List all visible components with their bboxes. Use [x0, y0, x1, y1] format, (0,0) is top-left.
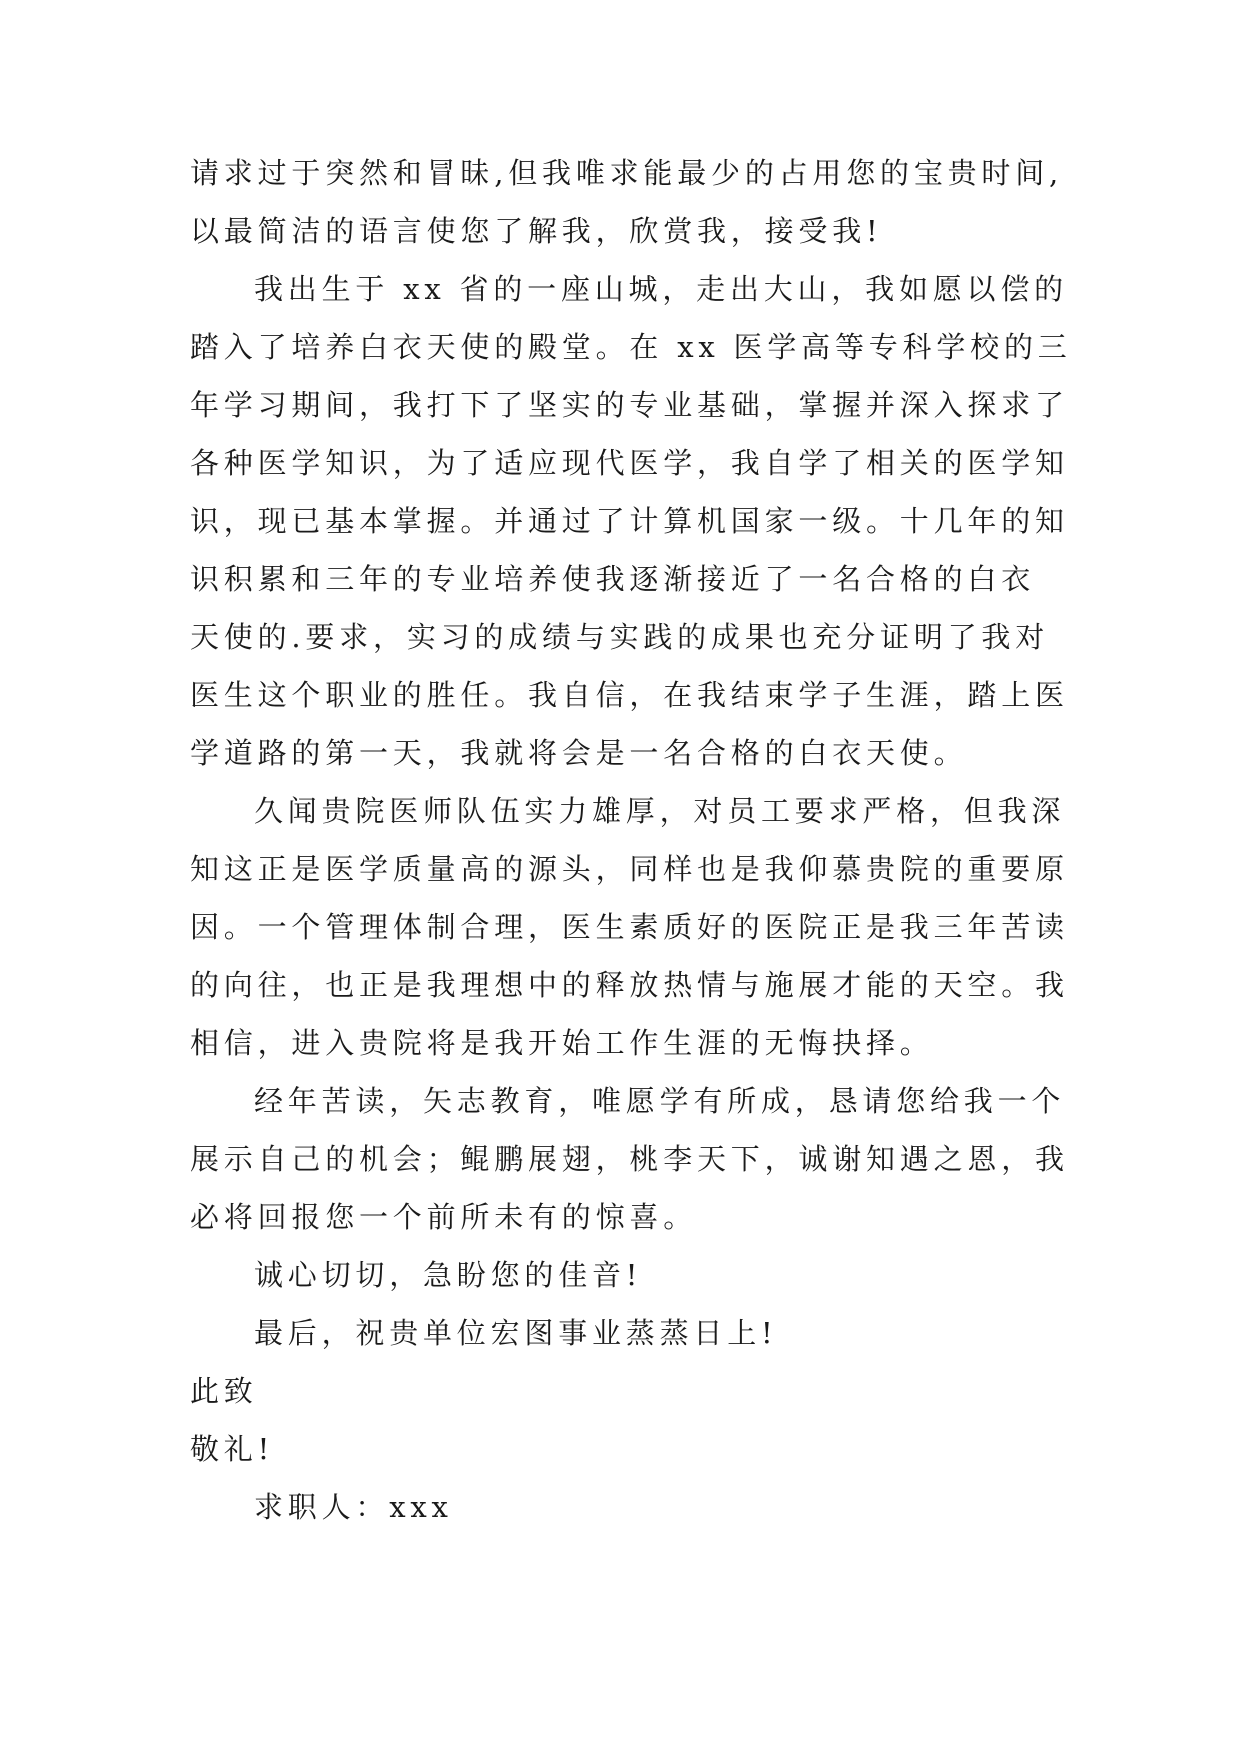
signature-line: 求职人：xxx [254, 1490, 453, 1524]
paragraph-first-line: 我出生于 xx 省的一座山城，走出大山，我如愿以偿的 [254, 272, 1068, 306]
body-line: 天使的.要求，实习的成绩与实践的成果也充分证明了我对 [190, 620, 1050, 654]
body-line: 学道路的第一天，我就将会是一名合格的白衣天使。 [190, 736, 968, 770]
body-line: 踏入了培养白衣天使的殿堂。在 xx 医学高等专科学校的三 [190, 330, 1072, 364]
body-line: 识，现已基本掌握。并通过了计算机国家一级。十几年的知 [190, 504, 1069, 538]
body-line: 知这正是医学质量高的源头，同样也是我仰慕贵院的重要原 [190, 852, 1069, 886]
body-line: 年学习期间，我打下了坚实的专业基础，掌握并深入探求了 [190, 388, 1069, 422]
body-line: 识积累和三年的专业培养使我逐渐接近了一名合格的白衣 [190, 562, 1036, 596]
body-line: 医生这个职业的胜任。我自信，在我结束学子生涯，踏上医 [190, 678, 1069, 712]
body-line: 因。一个管理体制合理，医生素质好的医院正是我三年苦读 [190, 910, 1069, 944]
paragraph-first-line: 久闻贵院医师队伍实力雄厚，对员工要求严格，但我深 [254, 794, 1066, 828]
body-line: 的向往，也正是我理想中的释放热情与施展才能的天空。我 [190, 968, 1069, 1002]
body-line: 必将回报您一个前所未有的惊喜。 [190, 1200, 698, 1234]
salutation-line: 此致 [190, 1374, 258, 1408]
paragraph-first-line: 经年苦读，矢志教育，唯愿学有所成，恳请您给我一个 [254, 1084, 1066, 1118]
body-line: 各种医学知识，为了适应现代医学，我自学了相关的医学知 [190, 446, 1069, 480]
body-line: 请求过于突然和冒昧,但我唯求能最少的占用您的宝贵时间, [190, 156, 1064, 190]
closing-line: 最后，祝贵单位宏图事业蒸蒸日上! [254, 1316, 778, 1350]
body-line: 以最简洁的语言使您了解我，欣赏我，接受我! [190, 214, 883, 248]
body-line: 相信，进入贵院将是我开始工作生涯的无悔抉择。 [190, 1026, 934, 1060]
closing-line: 诚心切切，急盼您的佳音! [254, 1258, 643, 1292]
salutation-line: 敬礼! [190, 1432, 275, 1466]
body-line: 展示自己的机会；鲲鹏展翅，桃李天下，诚谢知遇之恩，我 [190, 1142, 1069, 1176]
